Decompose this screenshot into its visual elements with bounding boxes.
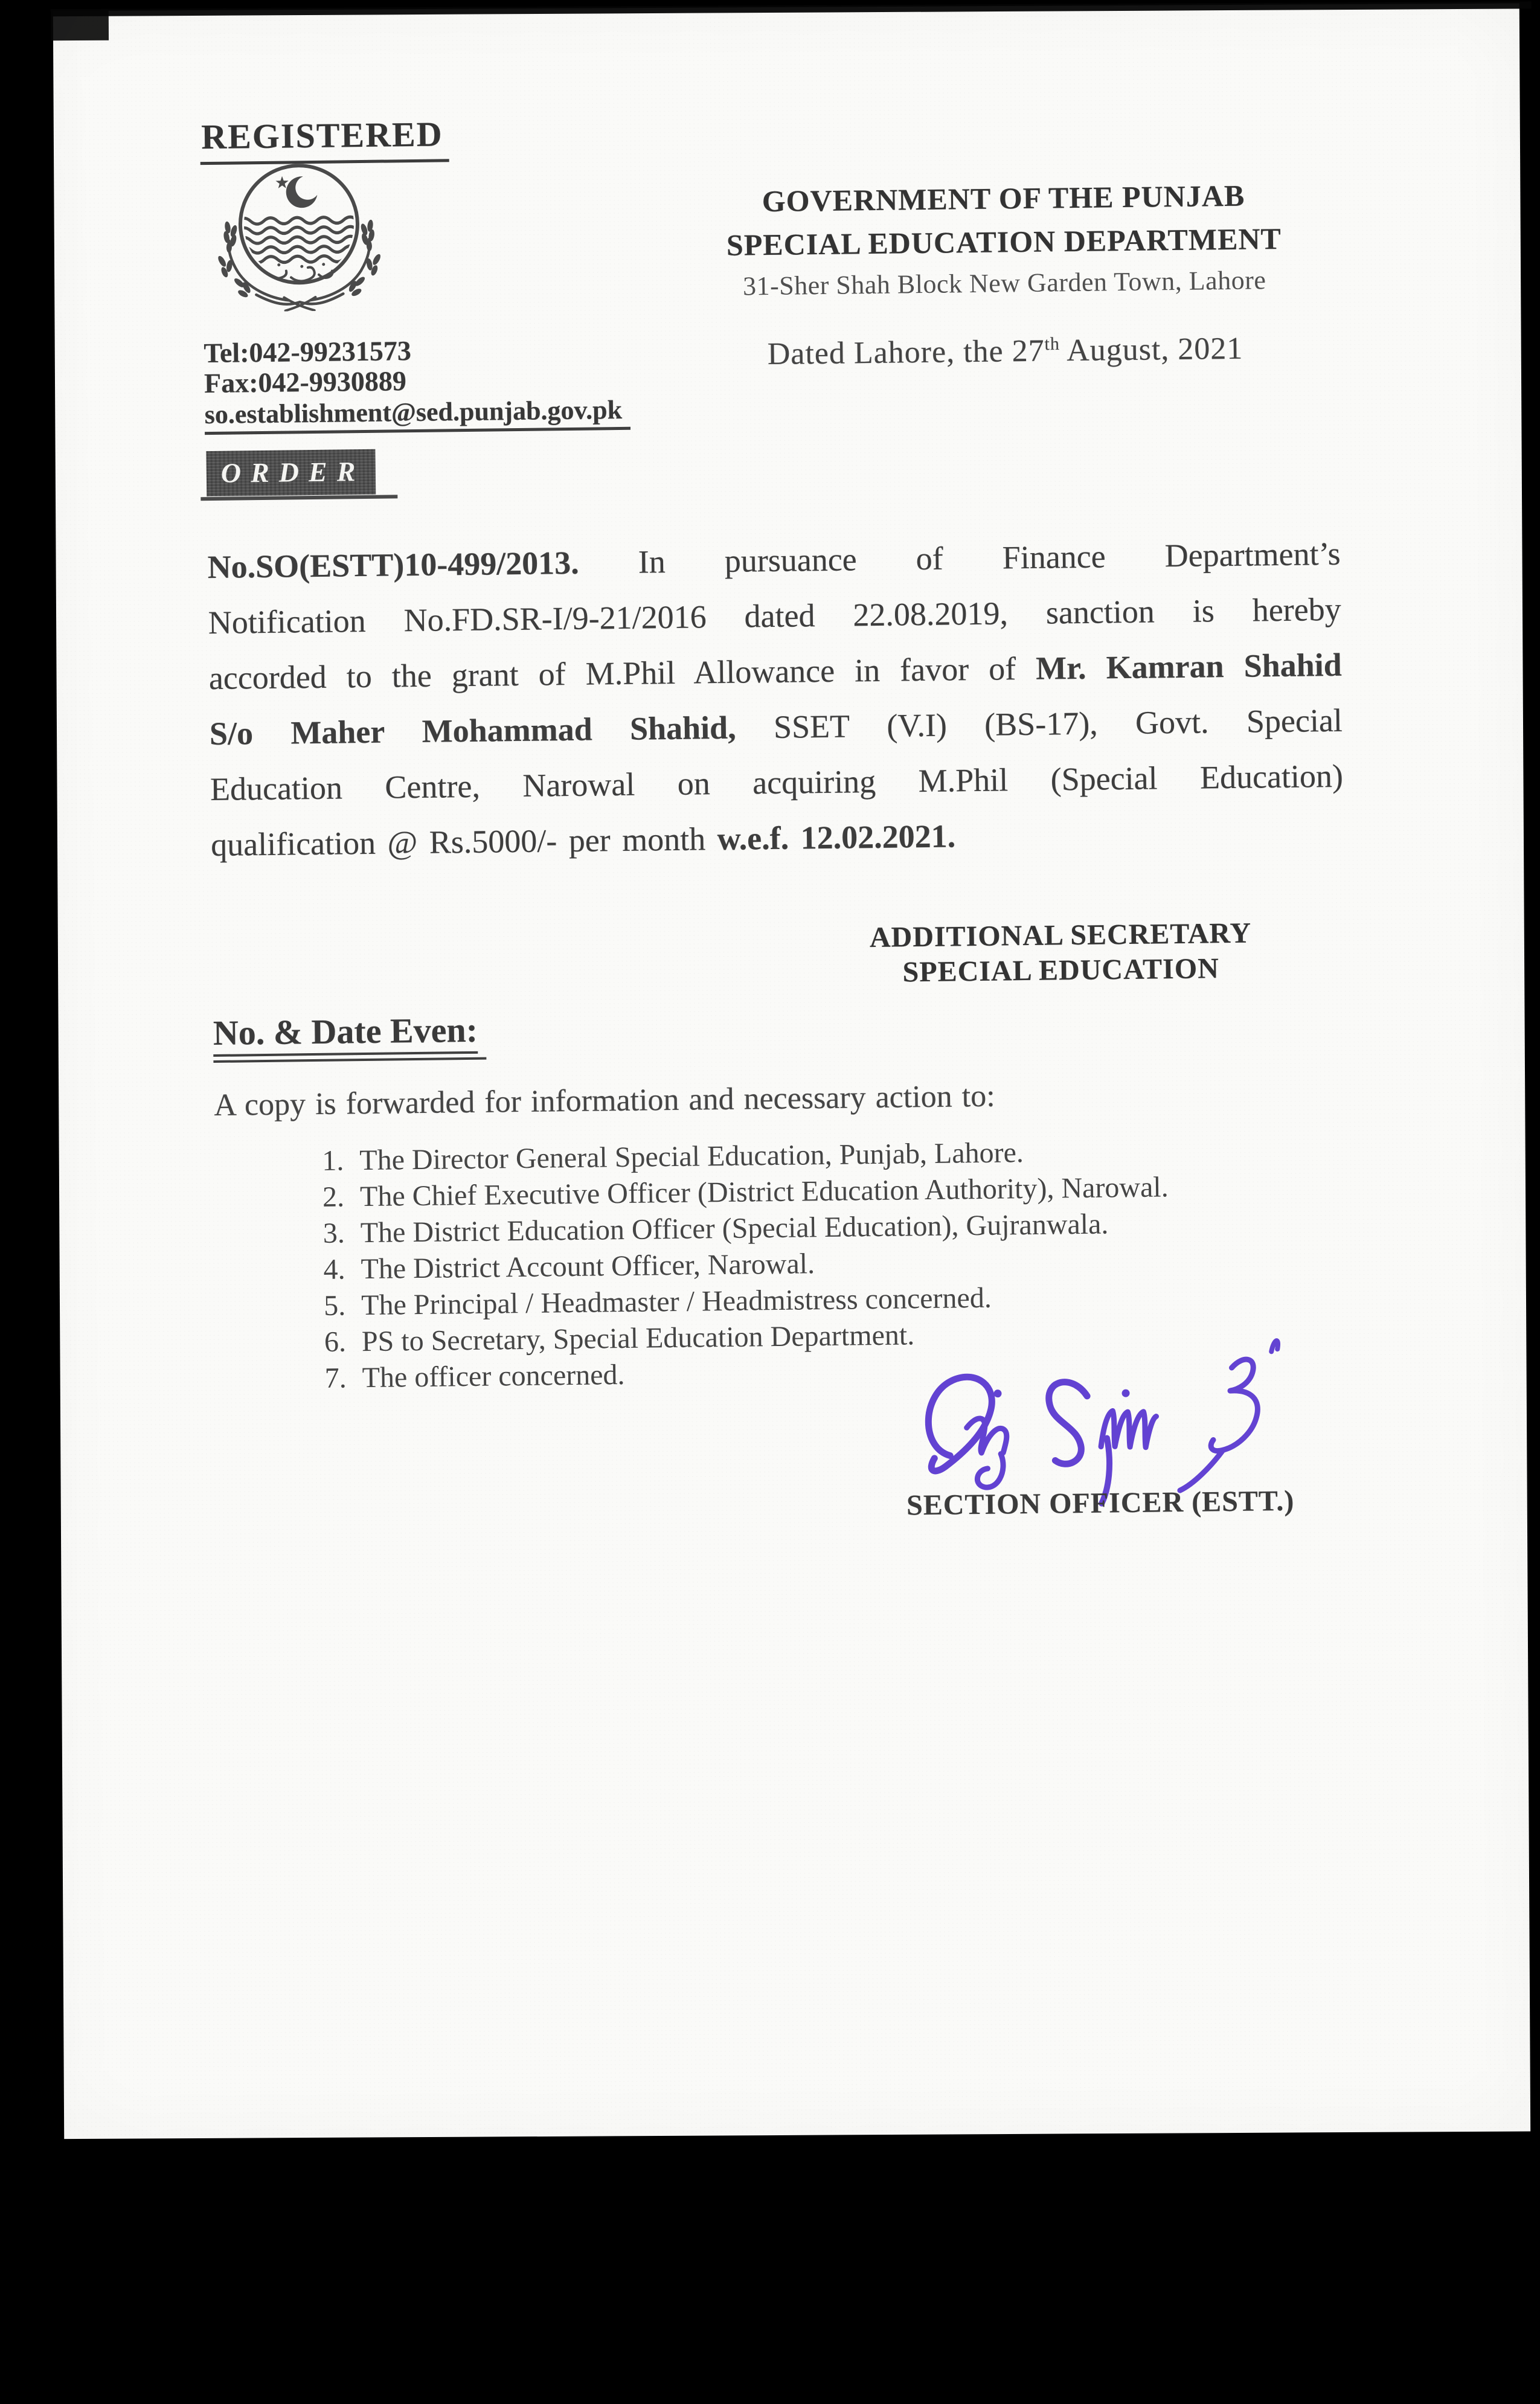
page-content — [50, 0, 1540, 2140]
paragraph-segment: Education Centre, Narowal on acquiring M.Phil (Special Education) — [210, 757, 1344, 808]
punjab-government-emblem-icon — [210, 163, 388, 312]
tel-line: Tel:042-99231573 — [204, 335, 412, 369]
letterhead — [674, 177, 1335, 373]
paragraph-segment: accorded to the grant of M.Phil Allowance in favor of — [208, 650, 1016, 697]
email-line: so.establishment@sed.punjab.gov.pk — [204, 394, 630, 435]
river-waves-icon — [237, 217, 358, 263]
paragraph-segment: Notification No.FD.SR-I/9-21/2016 dated 22.08.2019, sanction is hereby — [208, 591, 1342, 641]
signatory-title-line2: SPECIAL EDUCATION — [902, 952, 1220, 989]
registered-label: REGISTERED — [200, 114, 449, 165]
order-heading: ORDER — [206, 449, 376, 496]
paragraph-segment: S/o Maher Mohammad Shahid, — [209, 709, 736, 752]
paragraph-segment: Mr. Kamran Shahid — [1015, 646, 1343, 687]
forwarding-note: A copy is forwarded for information and necessary action to: — [213, 1079, 995, 1123]
paragraph-segment: SSET (V.I) (BS-17), Govt. Special — [736, 702, 1343, 746]
reference-label: No. & Date Even: — [213, 1010, 486, 1063]
scanned-page — [53, 3, 1530, 2139]
distribution-item: 5. The Principal / Headmaster / Headmistress concerned. — [353, 1275, 1411, 1324]
date-line: Dated Lahore, the 27th August, 2021 — [767, 331, 1243, 372]
paragraph-segment: qualification @ Rs.5000/- per month — [210, 821, 706, 864]
paragraph-segment: w.e.f. 12.02.2021. — [705, 818, 956, 857]
paragraph-segment: No.SO(ESTT)10-499/2013. — [207, 544, 580, 586]
crescent-and-star-icon — [280, 173, 320, 214]
signatory-title-line1: ADDITIONAL SECRETARY — [869, 917, 1252, 954]
date-ordinal-suffix: th — [1044, 333, 1060, 354]
distribution-item: 7. The officer concerned. — [353, 1348, 1412, 1397]
fax-line: Fax:042-9930889 — [204, 365, 407, 399]
signatory-block — [816, 915, 1306, 992]
handwritten-signature — [905, 1320, 1306, 1512]
order-paragraph — [207, 526, 1344, 873]
distribution-item: 4. The District Account Officer, Narowal. — [352, 1239, 1411, 1288]
urdu-script-icon — [269, 263, 333, 281]
distribution-item: 1. The Director General Special Education, Punjab, Lahore. — [351, 1130, 1410, 1179]
letterhead-government-line: GOVERNMENT OF THE PUNJAB — [762, 178, 1245, 219]
paragraph-segment: In pursuance of Finance Department’s — [579, 535, 1341, 581]
distribution-item: 6. PS to Secretary, Special Education Department. — [353, 1312, 1412, 1361]
letterhead-department-line: SPECIAL EDUCATION DEPARTMENT — [726, 221, 1282, 262]
letterhead-address: 31-Sher Shah Block New Garden Town, Lahore — [742, 265, 1266, 301]
contact-block — [204, 334, 630, 436]
distribution-item: 3. The District Education Officer (Special Education), Gujranwala. — [351, 1203, 1410, 1252]
distribution-item: 2. The Chief Executive Officer (District Education Authority), Narowal. — [351, 1167, 1410, 1216]
signature-title: SECTION OFFICER (ESTT.) — [906, 1484, 1295, 1522]
star-icon — [275, 176, 288, 188]
